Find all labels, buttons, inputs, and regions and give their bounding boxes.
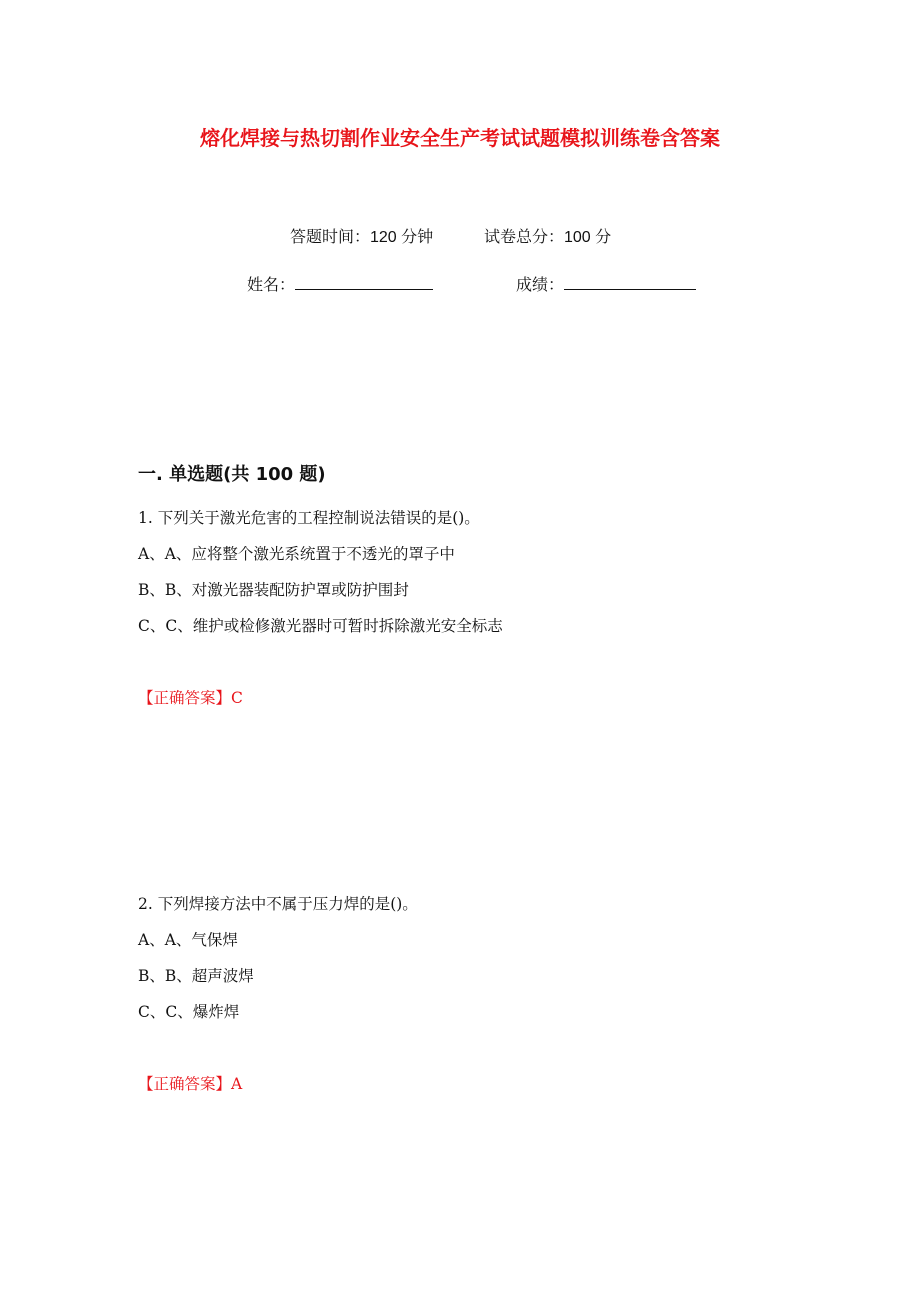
question-1-answer: 【正确答案】C	[138, 689, 243, 707]
question-1-option-c: C、C、维护或检修激光器时可暂时拆除激光安全标志	[138, 617, 503, 635]
grade-blank	[564, 275, 696, 290]
question-1-option-b: B、B、对激光器装配防护罩或防护围封	[138, 581, 409, 599]
question-2-option-a: A、A、气保焊	[138, 931, 238, 949]
grade-label: 成绩：	[516, 277, 565, 294]
section-heading: 一. 单选题(共 100 题)	[138, 464, 326, 485]
question-2-option-b: B、B、超声波焊	[138, 967, 254, 985]
exam-total-score: 试卷总分：100 分	[484, 229, 612, 246]
question-2-option-c: C、C、爆炸焊	[138, 1003, 240, 1021]
document-title: 熔化焊接与热切割作业安全生产考试试题模拟训练卷含答案	[200, 126, 720, 150]
question-2-stem: 2. 下列焊接方法中不属于压力焊的是()。	[138, 895, 418, 913]
question-2-answer: 【正确答案】A	[138, 1075, 243, 1093]
question-1-stem: 1. 下列关于激光危害的工程控制说法错误的是()。	[138, 509, 480, 527]
grade-field	[516, 272, 696, 295]
question-1-option-a: A、A、应将整个激光系统置于不透光的罩子中	[138, 545, 455, 563]
exam-time: 答题时间：120 分钟	[290, 229, 434, 246]
name-field	[247, 272, 433, 295]
name-label: 姓名：	[247, 277, 296, 294]
name-blank	[295, 275, 433, 290]
